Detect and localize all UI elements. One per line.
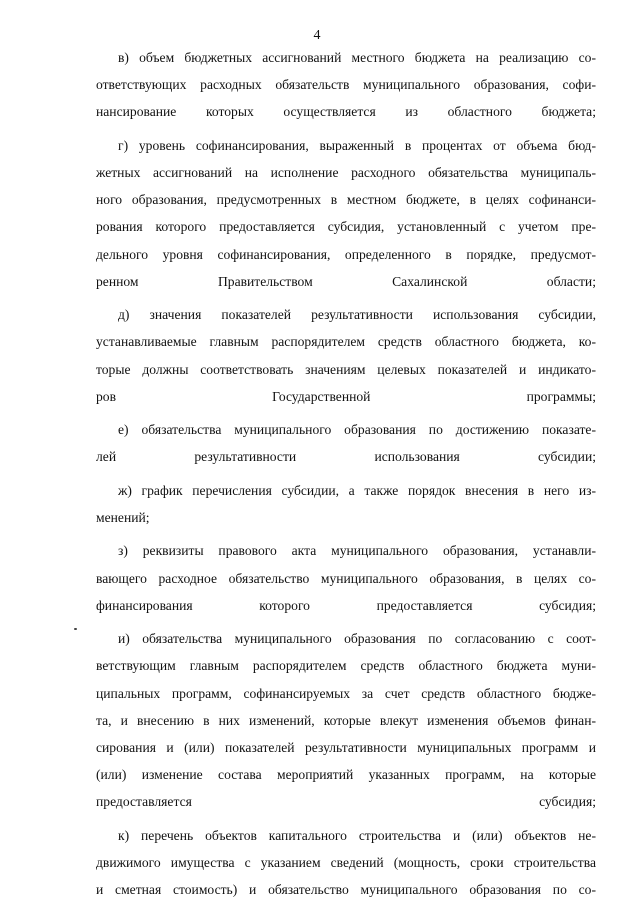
text-line: вающего расходное обязательство муниципального образования, в целях со- [96,570,596,586]
page-number: 4 [313,28,321,43]
text-line: лей результативности использования субсидии; [96,449,596,465]
text-line: д) значения показателей результативности использования субсидии, [118,307,596,323]
text-line: дельного уровня софинансирования, определенного в порядке, предусмот- [96,246,596,262]
text-line: та, и внесению в них изменений, которые влекут изменения объемов финан- [96,712,596,728]
document-body [96,44,596,903]
paragraph-k [96,822,596,904]
text-line: торые должны соответствовать значениям целевых показателей и индикато- [96,361,596,377]
text-line: (или) изменение состава мероприятий указанных программ, на которые [96,767,596,783]
paragraph-g [96,132,596,295]
text-line: ответствующих расходных обязательств муниципального образования, софи- [96,77,596,93]
text-line: устанавливаемые главным распорядителем средств областного бюджета, ко- [96,334,596,350]
text-line: з) реквизиты правового акта муниципального образования, устанавли- [118,543,596,559]
text-line: и сметная стоимость) и обязательство муниципального образования по со- [96,882,596,898]
text-line: менений; [96,510,150,525]
paragraph-i [96,625,596,815]
paragraph-e [96,416,596,470]
text-line: ного образования, предусмотренных в местном бюджете, в целях софинанси- [96,192,596,208]
text-line: рования которого предоставляется субсидия, установленный с учетом пре- [96,219,596,235]
text-line: е) обязательства муниципального образования по достижению показате- [118,422,596,438]
text-line: в) объем бюджетных ассигнований местного бюджета на реализацию со- [118,50,596,65]
text-line: ров Государственной программы; [96,388,596,404]
text-line: движимого имущества с указанием сведений (мощность, сроки строительства [96,855,596,870]
text-line: ветствующим главным распорядителем средств областного бюджета муни- [96,658,596,674]
scan-speck [74,628,77,630]
text-line: жетных ассигнований на исполнение расходного обязательства муниципаль- [96,165,596,180]
text-line: г) уровень софинансирования, выраженный в процентах от объема бюд- [118,137,596,153]
text-line: финансирования которого предоставляется субсидия; [96,597,596,613]
text-line: и) обязательства муниципального образования по согласованию с соот- [118,631,596,647]
paragraph-d [96,301,596,410]
text-line: сирования и (или) показателей результативности муниципальных программ и [96,740,596,755]
text-line: к) перечень объектов капитального строительства и (или) объектов не- [118,827,596,843]
text-line: ципальных программ, софинансируемых за счет средств областного бюдже- [96,685,596,701]
paragraph-v [96,44,596,126]
text-line: ж) график перечисления субсидии, а также порядок внесения в него из- [118,482,596,498]
paragraph-zh [96,477,596,531]
text-line: нансирование которых осуществляется из областного бюджета; [96,104,596,120]
text-line: предоставляется субсидия; [96,794,596,810]
text-line: ренном Правительством Сахалинской области; [96,273,596,289]
paragraph-z [96,537,596,619]
